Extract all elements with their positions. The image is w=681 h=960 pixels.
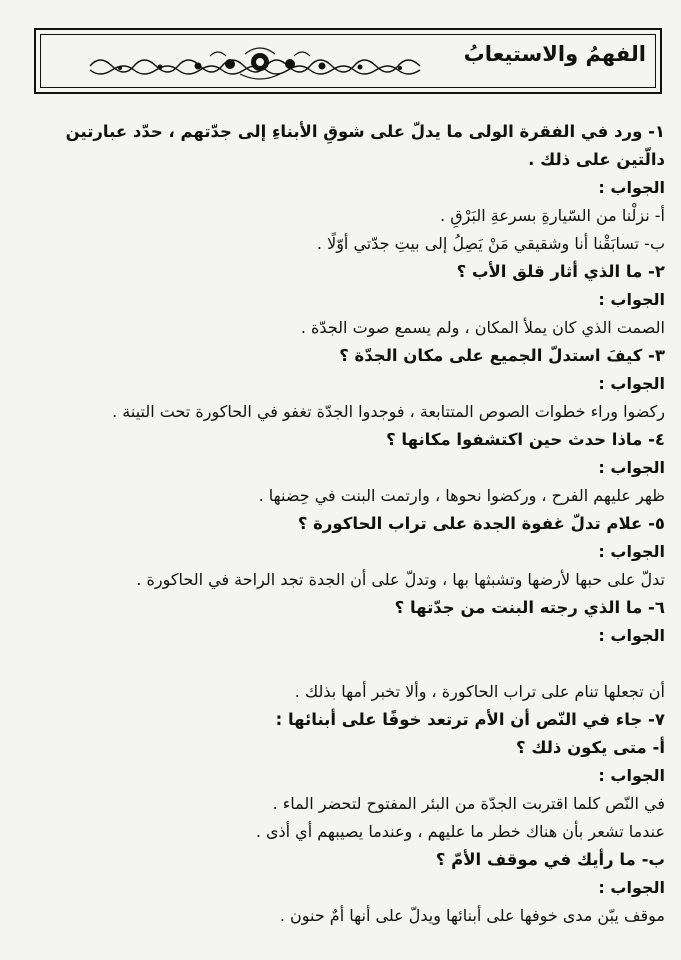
answer-1b: ب- تسابَقْنا أنا وشقيقي مَنْ يَصِلُ إلى بيتِ جدّتي أوّلًا . <box>316 234 665 253</box>
answer-7a-2: عندما تشعر بأن هناك خطر ما عليهم ، وعندما يصيبهم أي أذى . <box>255 822 665 841</box>
answer-4: ظهر عليهم الفرح ، وركضوا نحوها ، وارتمت البنت في حِضنها . <box>258 486 665 505</box>
answer-label-2: الجواب : <box>598 290 665 309</box>
floral-ornament-icon <box>80 42 440 82</box>
questions-body <box>16 118 665 930</box>
answer-label-6: الجواب : <box>598 626 665 645</box>
blank-gap <box>16 650 665 678</box>
answer-label-7b: الجواب : <box>598 878 665 897</box>
question-7b: ب- ما رأيك في موقف الأمّ ؟ <box>435 850 665 869</box>
question-2: ٢- ما الذي أثار قلق الأب ؟ <box>456 262 665 281</box>
question-1: ١- ورد في الفقرة الولى ما يدلّ على شوقِ الأبناءِ إلى جدّتهم ، حدّد عبارتين دالّتين على ذلك . <box>65 122 665 169</box>
question-6: ٦- ما الذي رجته البنت من جدّتها ؟ <box>394 598 665 617</box>
question-3: ٣- كيفَ استدلّ الجميع على مكان الجدّة ؟ <box>339 346 665 365</box>
answer-label-7a: الجواب : <box>598 766 665 785</box>
answer-label-3: الجواب : <box>598 374 665 393</box>
question-5: ٥- علام تدلّ غفوة الجدة على تراب الحاكورة ؟ <box>297 514 665 533</box>
answer-2: الصمت الذي كان يملأ المكان ، ولم يسمع صوت الجدّة . <box>300 318 665 337</box>
question-7a: أ- متى يكون ذلك ؟ <box>516 738 665 757</box>
answer-3: ركضوا وراء خطوات الصوص المتتابعة ، فوجدوا الجدّة تغفو في الحاكورة تحت التينة . <box>112 402 665 421</box>
answer-7b: موقف يبّن مدى خوفها على أبنائها ويدلّ على أنها أمٌ حنون . <box>279 906 665 925</box>
section-title: الفهمُ والاستيعابُ <box>463 42 646 66</box>
answer-5: تدلّ على حبها لأرضها وتشبثها بها ، وتدلّ على أن الجدة تجد الراحة في الحاكورة . <box>136 570 665 589</box>
question-7: ٧- جاء في النّص أن الأم ترتعد خوفًا على أبنائها : <box>275 710 665 729</box>
answer-label-5: الجواب : <box>598 542 665 561</box>
answer-label-1: الجواب : <box>598 178 665 197</box>
answer-7a-1: في النّص كلما اقتربت الجدّة من البئر المفتوح لتحضر الماء . <box>272 794 665 813</box>
section-header <box>34 28 662 94</box>
answer-label-4: الجواب : <box>598 458 665 477</box>
answer-1a: أ- نزلْنا من السّيارةِ بسرعةِ البَرْقِ . <box>440 206 665 225</box>
answer-6: أن تجعلها تنام على تراب الحاكورة ، وألا تخبر أمها بذلك . <box>294 682 665 701</box>
question-4: ٤- ماذا حدث حين اكتشفوا مكانها ؟ <box>386 430 665 449</box>
